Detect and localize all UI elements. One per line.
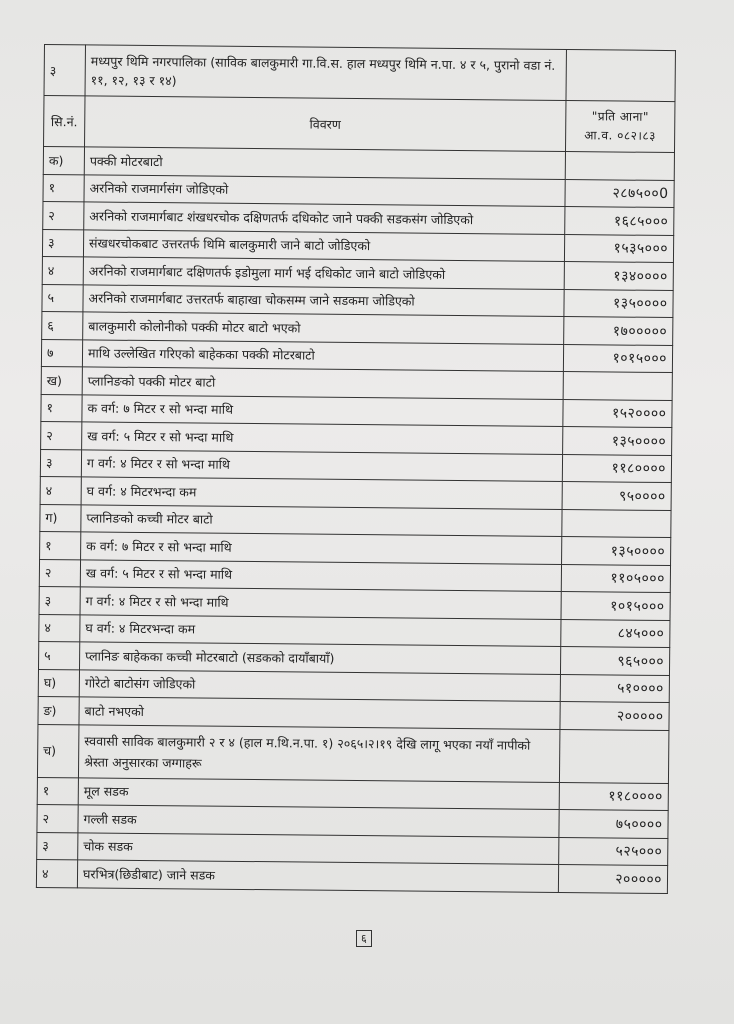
row-description: अरनिको राजमार्गबाट दक्षिणतर्फ इडोमुला मार्ग भई दधिकोट जाने बाटो जोडिएको	[83, 257, 564, 289]
row-description: अरनिको राजमार्गबाट शंखधरचोक दक्षिणतर्फ दधिकोट जाने पक्की सडकसंग जोडिएको	[84, 202, 565, 234]
row-sn: १	[43, 174, 84, 202]
row-rate	[563, 372, 672, 401]
row-sn: ६	[42, 311, 83, 339]
row-rate: २८७५००0	[565, 179, 674, 208]
row-description: अरनिको राजमार्गसंग जोडिएको	[84, 174, 565, 206]
row-rate: १७०००००	[564, 317, 673, 346]
row-description: घ वर्ग: ४ मिटरभन्दा कम	[81, 477, 562, 509]
row-sn: २	[37, 804, 78, 832]
row-rate: १०१५०००	[563, 344, 672, 373]
row-sn: ७	[41, 339, 82, 367]
row-sn: १	[40, 531, 81, 559]
row-rate	[562, 509, 671, 538]
row-description: प्लानिङको कच्ची मोटर बाटो	[81, 504, 562, 536]
row-rate: ७५००००	[559, 809, 668, 838]
row-sn: ख)	[41, 366, 82, 394]
page-number: ६	[356, 930, 372, 947]
row-sn: ४	[42, 256, 83, 284]
row-rate: ५२५०००	[559, 837, 668, 866]
header-rate	[565, 101, 674, 153]
row-rate: ११८००००	[562, 454, 671, 483]
row-sn: घ)	[38, 669, 79, 697]
row-rate: ११८००००	[559, 782, 668, 811]
row-description: ख वर्ग: ५ मिटर र सो भन्दा माथि	[80, 559, 561, 591]
row-rate: १६८५०००	[565, 207, 674, 236]
row-rate: १०१५०००	[561, 591, 670, 620]
row-sn: च)	[37, 724, 79, 777]
row-sn: ५	[42, 284, 83, 312]
row-description: प्लानिङको पक्की मोटर बाटो	[82, 367, 563, 399]
row-description: क वर्ग: ७ मिटर र सो भन्दा माथि	[81, 532, 562, 564]
land-rate-table	[36, 44, 676, 894]
row-sn: २	[43, 201, 84, 229]
row-rate: १३५००००	[562, 536, 671, 565]
header-rate-line2: आ.व. ०८२।८३	[584, 128, 657, 143]
row-sn: २	[41, 421, 82, 449]
row-description: ग वर्ग: ४ मिटर र सो भन्दा माथि	[81, 449, 562, 481]
row-rate: ९५००००	[562, 481, 671, 510]
row-description: गोरेटो बाटोसंग जोडिएको	[79, 669, 560, 701]
row-rate: १३४००००	[564, 262, 673, 291]
table-row	[36, 859, 667, 893]
row-sn: १	[37, 777, 78, 805]
row-description: अरनिको राजमार्गबाट उत्तरतर्फ बाहाखा चोकसम्म जाने सडकमा जोडिएको	[83, 284, 564, 316]
header-rate-line1: "प्रति आना"	[591, 109, 649, 124]
row-description: घरभित्र(छिडीबाट) जाने सडक	[77, 860, 558, 892]
row-rate: ८४५०००	[561, 619, 670, 648]
header-row	[44, 96, 675, 153]
row-description: पक्की मोटरबाटो	[84, 147, 565, 179]
row-description: ख वर्ग: ५ मिटर र सो भन्दा माथि	[82, 422, 563, 454]
row-rate: १५३५०००	[564, 234, 673, 263]
row-description: गल्ली सडक	[78, 805, 559, 837]
header-sn: सि.नं.	[44, 96, 85, 147]
row-description: माथि उल्लेखित गरिएको बाहेकका पक्की मोटरबाटो	[82, 339, 563, 371]
table-row	[37, 724, 668, 783]
row-sn: १	[41, 394, 82, 422]
row-rate: ५१००००	[560, 674, 669, 703]
row-rate: २०००००	[558, 864, 667, 893]
section-rate-empty	[566, 50, 675, 102]
section-title: मध्यपुर थिमि नगरपालिका (साविक बालकुमारी गा.वि.स. हाल मध्यपुर थिमि न.पा. ४ र ५, पुरानो वडा नं. ११, १२, १३ र १४)	[85, 45, 566, 101]
row-description: मूल सडक	[78, 777, 559, 809]
row-rate: ११०५०००	[561, 564, 670, 593]
row-sn: ५	[39, 641, 80, 669]
row-description: घ वर्ग: ४ मिटरभन्दा कम	[80, 614, 561, 646]
row-sn: ४	[39, 614, 80, 642]
row-sn: २	[39, 559, 80, 587]
row-sn: ४	[36, 859, 77, 887]
row-sn: ङ)	[38, 696, 79, 724]
row-sn: ४	[40, 476, 81, 504]
row-sn: ३	[42, 229, 83, 257]
section-number: ३	[44, 45, 85, 96]
row-description: प्लानिङ बाहेकका कच्ची मोटरबाटो (सडकको दायाँबायाँ)	[79, 642, 560, 674]
row-rate: १३५००००	[564, 289, 673, 318]
header-description: विवरण	[85, 96, 566, 152]
row-description: क वर्ग: ७ मिटर र सो भन्दा माथि	[82, 394, 563, 426]
row-sn: ग)	[40, 504, 81, 532]
row-sn: क)	[43, 147, 84, 175]
row-sn: ३	[39, 586, 80, 614]
row-rate: १५२००००	[563, 399, 672, 428]
row-rate: ९६५०००	[560, 646, 669, 675]
row-description: संखधरचोकबाट उत्तरतर्फ थिमि बालकुमारी जाने बाटो जोडिएको	[83, 229, 564, 261]
row-description: चोक सडक	[78, 832, 559, 864]
row-description: ग वर्ग: ४ मिटर र सो भन्दा माथि	[80, 587, 561, 619]
row-description: बाटो नभएको	[79, 697, 560, 729]
row-rate	[565, 152, 674, 181]
row-rate: २०००००	[560, 701, 669, 730]
row-description: बालकुमारी कोलोनीको पक्की मोटर बाटो भएको	[83, 312, 564, 344]
row-rate	[559, 729, 669, 783]
row-sn: ३	[40, 449, 81, 477]
section-title-row	[44, 45, 675, 102]
row-rate: १३५००००	[563, 426, 672, 455]
row-sn: ३	[37, 832, 78, 860]
row-description: स्ववासी साविक बालकुमारी २ र ४ (हाल म.थि.न.पा. १) २०६५।२।१९ देखि लागू भएका नयाँ नापीको श्रेस्ता अनुसारका जग्गाहरू	[78, 724, 559, 782]
